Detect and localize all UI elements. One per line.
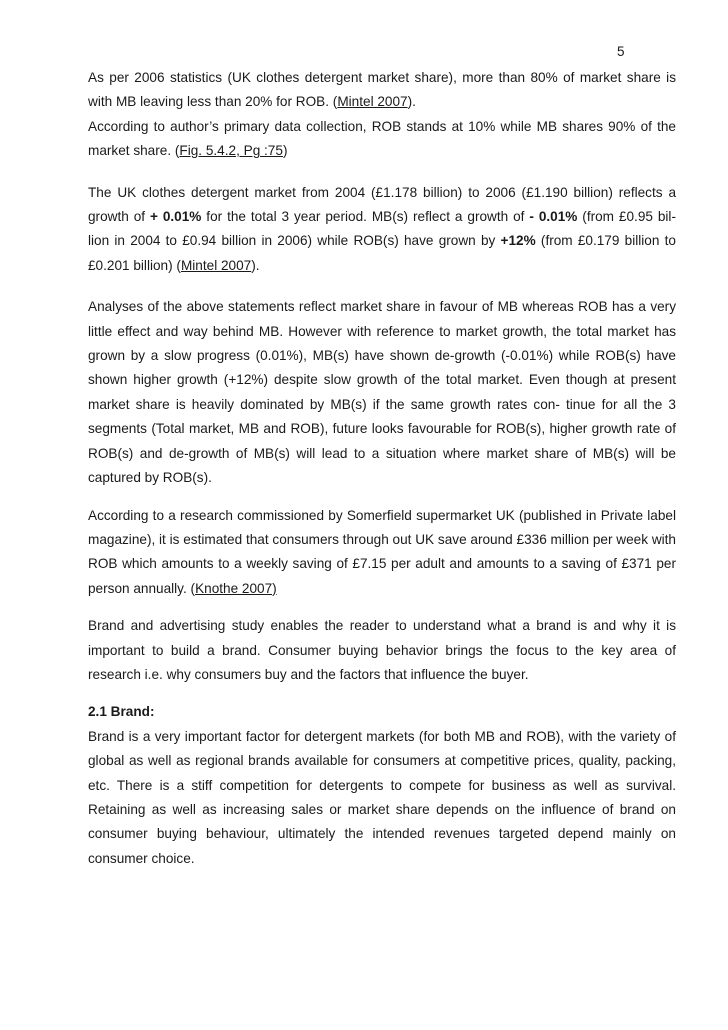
document-body — [88, 66, 676, 871]
page-number: 5 — [617, 44, 625, 59]
paragraph-text: (from £0.179 billion to £0.201 billion) ( — [88, 233, 676, 273]
paragraph-brand-study: Brand and advertising study enables the reader to understand what a brand is and why it is important to build a brand. Consumer buying behavior brings the focus to the key area of research i.e. why consumers buy and the factors that influence the buyer. — [88, 618, 676, 682]
citation-link[interactable]: Knothe 2007) — [195, 580, 277, 596]
section-heading: 2.1 Brand: — [88, 704, 155, 720]
bold-figure: +12% — [500, 233, 536, 249]
bold-figure: + 0.01% — [149, 209, 202, 225]
paragraph-text: According to a research commissioned by Somerfield supermarket UK (published in Private label magazine), it is estimated that consumers through out UK save around £336 million per week with ROB which amounts to a weekly saving of £7.15 per adult and amounts to a saving of £371 per person annually. ( — [88, 507, 676, 596]
paragraph-text: The UK clothes detergent market from 2004 (£1.178 billion) to 2006 (£1.190 billion) reflects a growth of — [88, 184, 676, 225]
paragraph-text: for the total 3 year period. MB(s) reflect a growth of — [201, 209, 530, 225]
paragraph-market-growth — [88, 181, 676, 279]
bold-figure: - 0.01% — [529, 209, 578, 225]
paragraph-spacer — [88, 601, 676, 614]
paragraph-text: According to author’s primary data collection, ROB stands at 10% while MB shares 90% of the market share. ( — [88, 118, 676, 159]
paragraph-text: (from £0.95 bil- lion in 2004 to £0.94 billion in 2006) while ROB(s) have grown by — [88, 209, 676, 249]
paragraph-text: ). — [251, 257, 260, 273]
paragraph-text: ) — [282, 143, 288, 159]
figure-reference-link[interactable]: Fig. 5.4.2, Pg :75 — [179, 143, 283, 159]
citation-link[interactable]: Mintel 2007 — [337, 94, 408, 110]
paragraph-text: As per 2006 statistics (UK clothes detergent market share), more than 80% of market share is with MB leaving less than 20% for ROB. ( — [88, 70, 676, 110]
paragraph-market-share — [88, 66, 676, 115]
paragraph-primary-data — [88, 115, 676, 164]
paragraph-spacer — [88, 164, 676, 181]
paragraph-research — [88, 504, 676, 602]
paragraph-spacer — [88, 278, 676, 295]
citation-link[interactable]: Mintel 2007 — [180, 257, 252, 273]
paragraph-brand: Brand is a very important factor for detergent markets (for both MB and ROB), with the variety of global as well as regional brands available for consumers at competitive prices, quality, packing, etc. There is a stiff competition for detergents to compete for business as well as survival. Retaining as well as increasing sales or market share depends on the influence of brand on consumer buying behaviour, ultimately the intended revenues targeted depend mainly on consumer choice. — [88, 728, 676, 866]
paragraph-spacer — [88, 491, 676, 504]
paragraph-spacer — [88, 687, 676, 700]
paragraph-analysis: Analyses of the above statements reflect market share in favour of MB whereas ROB has a very little effect and way behind MB. However with reference to market growth, the total market has grown by a slow progress (0.01%), MB(s) have shown de-growth (-0.01%) while ROB(s) have shown higher growth (+12%) despite slow growth of the total market. Even though at present market share is heavily dominated by MB(s) if the same growth rates con- tinue for all the 3 segments (Total market, MB and ROB), future looks favourable for ROB(s), higher growth rate of ROB(s) and de-growth of MB(s) will lead to a situation where market share of MB(s) will be captured by ROB(s). — [88, 299, 676, 486]
paragraph-text: ). — [407, 94, 416, 110]
